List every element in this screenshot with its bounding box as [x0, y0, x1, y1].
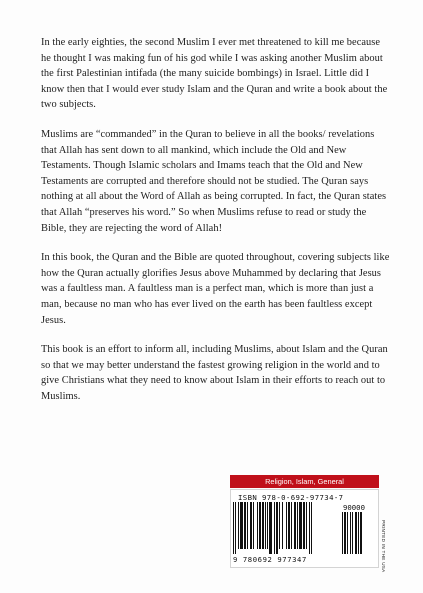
blurb-paragraph-1: In the early eighties, the second Muslim I ever met threatened to kill me because he thought I was making fun of his god while I was asking another Muslim about the first Palestinian intifada (the many suicide bombings) in Israel. Little did I know then that I would ever study Islam and the Quran and write a book about the two subjects.	[41, 37, 388, 111]
isbn-number: ISBN 978-0-692-97734-7	[238, 493, 344, 502]
ean-digits: 9 780692 977347	[233, 555, 307, 564]
blurb-text	[41, 35, 390, 418]
blurb-paragraph-3: In this book, the Quran and the Bible are quoted throughout, covering subjects like how the Quran actually glorifies Jesus above Muhammed by declaring that Jesus was a faultless man. A faultless man is a perfect man, which is more than just a man, because no man who has ever lived on the earth has been faultless except Jesus.	[41, 252, 390, 326]
blurb-paragraph-2: Muslims are “commanded” in the Quran to believe in all the books/ revelations that Allah has sent down to all mankind, which include the Old and New Testaments. Though Islamic scholars and Imams teach that the Old and New Testaments are corrupted and therefore should not be studied. The Quran says nothing at all about the Word of Allah as being corrupted. In fact, the Quran states that Allah “preserves his word.” So when Muslims refuse to read or study the Bible, they are rejecting the word of Allah!	[41, 128, 387, 234]
printed-in-label: PRINTED IN THE USA	[381, 520, 386, 573]
price-code: 90000	[343, 503, 365, 512]
category-label: Religion, Islam, General	[230, 475, 379, 488]
blurb-paragraph-4: This book is an effort to inform all, including Muslims, about Islam and the Quran so that we may better understand the fastest growing religion in the world and to give Christians what they need to know about Islam in their efforts to reach out to Muslims.	[41, 344, 388, 402]
